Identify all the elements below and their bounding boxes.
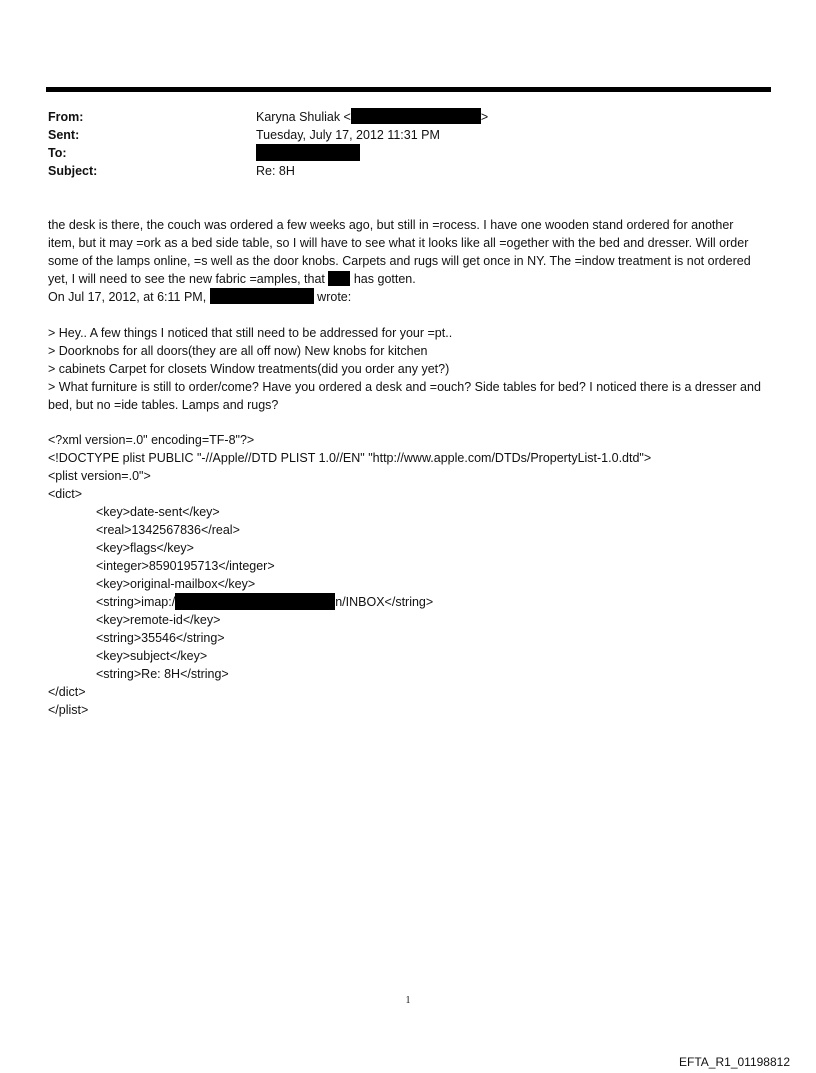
redaction-block <box>351 108 481 124</box>
subject-label: Subject: <box>48 164 98 178</box>
doctype-line: <!DOCTYPE plist PUBLIC "-//Apple//DTD PLIST 1.0//EN" "http://www.apple.com/DTDs/PropertyList-1.0.dtd"> <box>48 451 652 465</box>
to-label: To: <box>48 146 67 160</box>
message-body <box>48 216 763 414</box>
quoted-line: > Hey.. A few things I noticed that still need to be addressed for your =pt.. <box>48 326 453 340</box>
quoted-line: > What furniture is still to order/come? Have you ordered a desk and =ouch? Side tables for bed? I noticed there is a dresser and bed, but no =ide tables. Lamps and rugs? <box>48 380 761 412</box>
plist-line: <string>35546</string> <box>96 631 225 645</box>
from-value: Karyna Shuliak < <box>256 110 351 124</box>
reply-text: the desk is there, the couch was ordered a few weeks ago, but still in =rocess. I have one wooden stand ordered for another item, but it may =ork as a bed side table, so I will have to see what it looks like all =ogether with the bed and dresser. Will order some of the lamps online, =s well as the door knobs. Carpets and rugs will get once in NY. The =indow treatment is not ordered yet, I will need to see the new fabric =amples, that <box>48 218 751 286</box>
subject-row <box>48 162 97 180</box>
imap-line <box>48 593 651 611</box>
sent-value: Tuesday, July 17, 2012 11:31 PM <box>256 128 440 142</box>
plist-line: <key>date-sent</key> <box>96 505 220 519</box>
plist-line: <key>remote-id</key> <box>96 613 221 627</box>
spacer <box>48 306 763 324</box>
imap-prefix: <string>imap:/ <box>96 595 176 609</box>
quoted-line: > Doorknobs for all doors(they are all off now) New knobs for kitchen <box>48 344 428 358</box>
from-label: From: <box>48 110 84 124</box>
redaction-block <box>175 593 335 610</box>
to-value-row <box>256 144 360 163</box>
plist-line: <key>flags</key> <box>96 541 194 555</box>
plist-line: <string>Re: 8H</string> <box>96 667 229 681</box>
sent-row <box>48 126 79 144</box>
dict-open: <dict> <box>48 487 83 501</box>
imap-suffix: n/INBOX</string> <box>335 595 434 609</box>
quote-intro-wrote: wrote: <box>317 290 352 304</box>
xml-declaration: <?xml version=.0" encoding=TF-8"?> <box>48 433 255 447</box>
plist-line: <integer>8590195713</integer> <box>96 559 275 573</box>
header-rule <box>46 87 771 92</box>
quote-intro-text: On Jul 17, 2012, at 6:11 PM, <box>48 290 207 304</box>
reply-text-end: has gotten. <box>353 272 416 286</box>
subject-value: Re: 8H <box>256 164 295 178</box>
from-value-row <box>256 108 488 126</box>
plist-open: <plist version=.0"> <box>48 469 151 483</box>
plist-line: <real>1342567836</real> <box>96 523 240 537</box>
redaction-block <box>210 288 314 304</box>
reply-paragraph <box>48 216 763 288</box>
plist-close: </plist> <box>48 703 89 717</box>
sent-label: Sent: <box>48 128 80 142</box>
redaction-block <box>328 271 350 286</box>
dict-close: </dict> <box>48 685 86 699</box>
quoted-line: > cabinets Carpet for closets Window treatments(did you order any yet?) <box>48 362 450 376</box>
from-row <box>48 108 83 126</box>
plist-block <box>48 431 651 719</box>
to-row <box>48 144 67 162</box>
from-suffix: > <box>480 110 489 124</box>
plist-line: <key>original-mailbox</key> <box>96 577 256 591</box>
document-id: EFTA_R1_01198812 <box>679 1055 790 1069</box>
plist-line: <key>subject</key> <box>96 649 208 663</box>
quote-intro <box>48 288 763 306</box>
page-number: 1 <box>405 995 411 1006</box>
redaction-block <box>256 144 360 161</box>
